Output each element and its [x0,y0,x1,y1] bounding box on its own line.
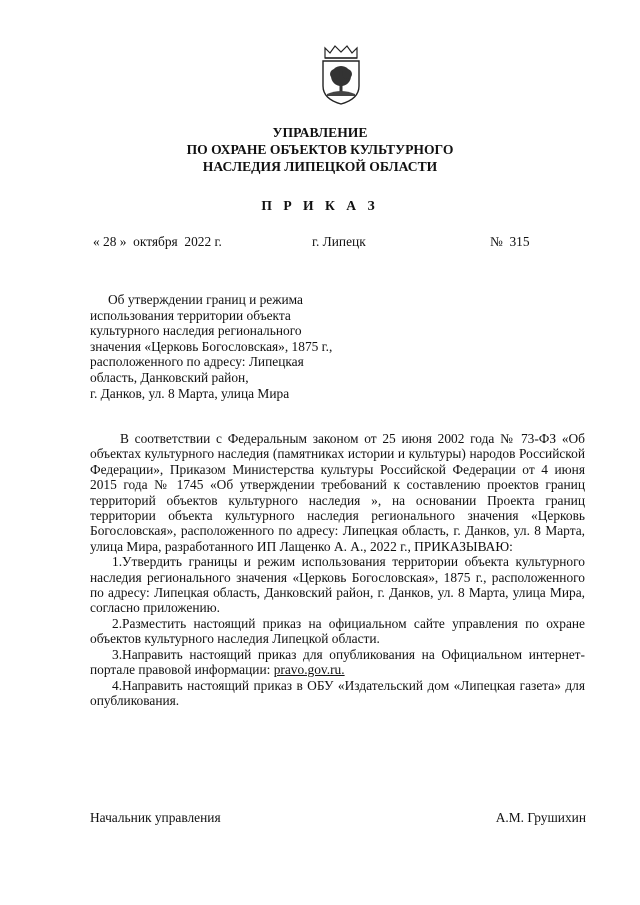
signatory-name: А.М. Грушихин [495,810,586,825]
subject-line: г. Данков, ул. 8 Марта, улица Мира [90,385,290,401]
subject-line: Об утверждении границ и режима [108,292,303,307]
order-number: № 315 [490,234,530,249]
order-item-3-text: 3.Направить настоящий приказ для опубликования на Официальном интернет-портале правовой информации: [90,646,585,678]
order-date: « 28 » октября 2022 г. [93,234,222,249]
subject-line: область, Данковский район, [90,369,249,385]
order-subject [90,292,410,401]
subject-line: использования территории объекта [90,307,291,323]
signatory-role: Начальник управления [90,810,221,825]
header-line-2: ПО ОХРАНЕ ОБЪЕКТОВ КУЛЬТУРНОГО [186,142,454,157]
order-item-3 [90,647,585,678]
subject-line: культурного наследия регионального [90,323,302,339]
order-body [90,431,585,708]
subject-line: значения «Церковь Богословская», 1875 г., [90,338,333,354]
intro-paragraph: В соответствии с Федеральным законом от 25 июня 2002 года № 73-ФЗ «Об объектах культурного наследия (памятниках истории и культуры) народов Российской Федерации», Приказом Министерства культуры Российской Федерации от 4 июня 2015 года № 1745 «Об утверждении требований к составлению проектов границ территорий объектов культурного наследия », на основании Проекта границ территории объекта культурного наследия регионального значения «Церковь Богословская», расположенного по адресу: Липецкая область, г. Данков, ул. 8 Марта, улица Мира, разработанного ИП Лащенко А. А., 2022 г., ПРИКАЗЫВАЮ: [90,431,585,554]
order-item-4: 4.Направить настоящий приказ в ОБУ «Издательский дом «Липецкая газета» для опубликования. [90,677,585,708]
order-city: г. Липецк [312,234,366,249]
document-title: П Р И К А З [261,198,379,213]
coat-of-arms-icon [319,44,363,106]
order-item-1: 1.Утвердить границы и режим использования территории объекта культурного наследия регионального значения «Церковь Богословская», 1875 г., расположенного по адресу: Липецкая область, Данковский район, г. Данков, ул. 8 Марта, улица Мира, согласно приложению. [90,554,585,616]
pravo-link[interactable]: pravo.gov.ru. [273,662,345,678]
order-item-2: 2.Разместить настоящий приказ на официальном сайте управления по охране объектов культурного наследия Липецкой области. [90,615,585,647]
organization-header [0,124,640,175]
header-line-3: НАСЛЕДИЯ ЛИПЕЦКОЙ ОБЛАСТИ [202,159,438,174]
header-line-1: УПРАВЛЕНИЕ [272,125,368,140]
subject-line: расположенного по адресу: Липецкая [90,354,304,370]
